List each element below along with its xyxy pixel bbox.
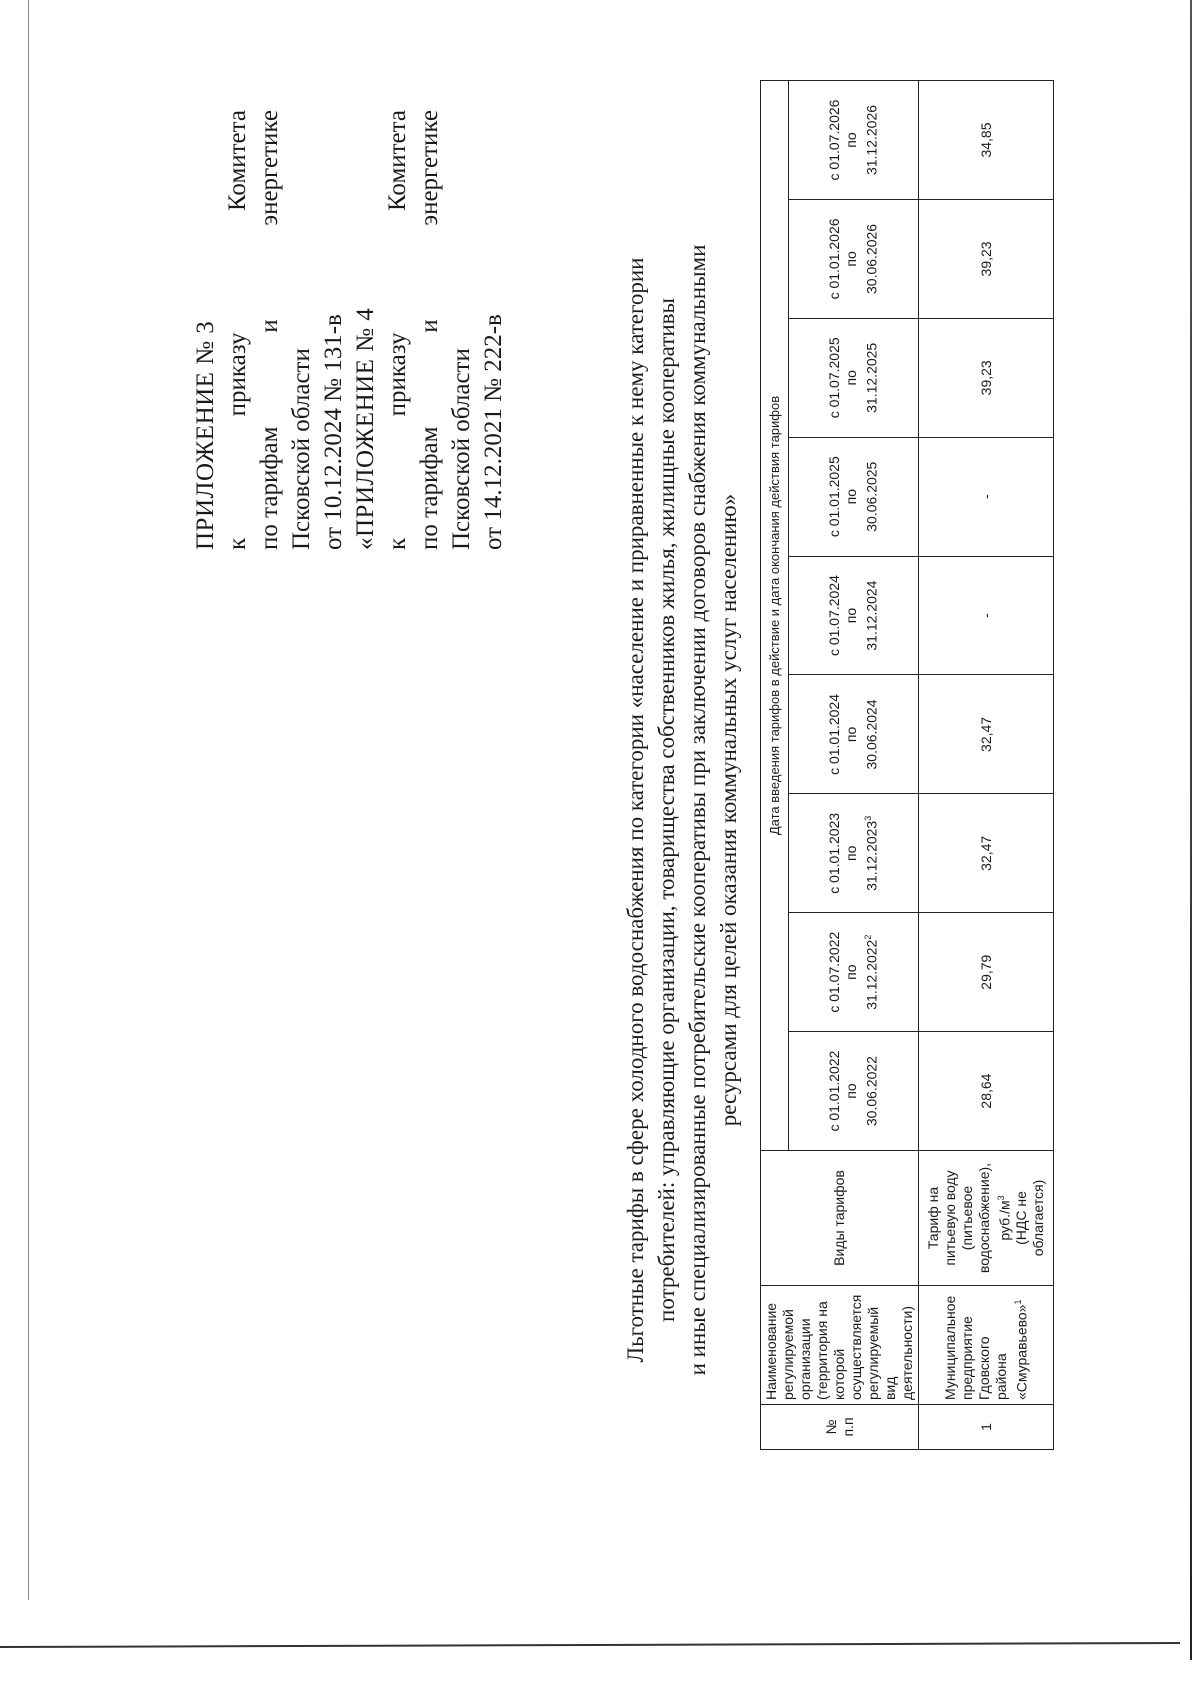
period-from: с 01.07.2022 bbox=[826, 931, 843, 1013]
period-from: с 01.01.2022 bbox=[826, 1050, 843, 1132]
period-from: с 01.01.2026 bbox=[826, 218, 843, 300]
period-to-word: по bbox=[843, 1083, 860, 1099]
appendix-4-line2-right: энергетике bbox=[416, 110, 443, 226]
period-to bbox=[860, 917, 881, 1027]
period-to-word: по bbox=[843, 132, 860, 148]
appendix-3-line2-left: по тарифам bbox=[256, 426, 283, 550]
appendix-3-line2-right: энергетике bbox=[256, 110, 283, 226]
tariff-value-0: 28,64 bbox=[919, 1032, 1054, 1151]
header-kind: Виды тарифов bbox=[761, 1151, 919, 1286]
row-kind bbox=[919, 1151, 1054, 1286]
header-period-group: Дата введения тарифов в действие и дата окончания действия тарифов bbox=[761, 81, 789, 1151]
period-to bbox=[860, 442, 881, 552]
row-kind-line2: руб./м bbox=[996, 1200, 1013, 1241]
heading-line-1: Льготные тарифы в сфере холодного водоснабжения по категории «население и приравненные к нему категории bbox=[623, 257, 648, 1363]
period-to-word: по bbox=[843, 726, 860, 743]
heading-line-3: и иные специализированные потребительские кооперативы при заключении договоров снабжения коммунальными bbox=[685, 244, 710, 1376]
scan-edge-left bbox=[28, 0, 29, 1600]
tariff-value-8: 34,85 bbox=[919, 81, 1054, 200]
heading-line-4: ресурсами для целей оказания коммунальных услуг населению» bbox=[716, 493, 741, 1127]
period-from: с 01.01.2025 bbox=[826, 456, 843, 538]
period-to-date: 30.06.2024 bbox=[863, 699, 880, 770]
period-header-7 bbox=[789, 200, 919, 319]
period-to-date: 31.12.2024 bbox=[863, 580, 880, 651]
period-from: с 01.01.2023 bbox=[826, 812, 843, 894]
period-header-4 bbox=[789, 556, 919, 675]
period-note: 2 bbox=[863, 934, 874, 940]
period-to-word: по bbox=[843, 964, 860, 980]
appendix-4-line3: Псковской области bbox=[448, 348, 475, 550]
document-heading bbox=[620, 120, 744, 1500]
period-to bbox=[860, 561, 881, 671]
tariff-value-5: - bbox=[919, 437, 1054, 556]
tariff-value-7: 39,23 bbox=[919, 200, 1054, 319]
period-to bbox=[860, 85, 881, 195]
period-header-6 bbox=[789, 318, 919, 437]
period-to-date: 31.12.2025 bbox=[863, 342, 880, 413]
appendix-3-block bbox=[190, 110, 350, 550]
appendix-3-line2 bbox=[254, 110, 286, 550]
period-header-1 bbox=[789, 913, 919, 1032]
period-header-5 bbox=[789, 437, 919, 556]
row-kind-line3: (НДС не облагается) bbox=[1013, 1179, 1047, 1257]
tariff-value-4: - bbox=[919, 556, 1054, 675]
period-header-2 bbox=[789, 794, 919, 913]
period-to-word: по bbox=[843, 845, 860, 861]
period-to-date: 31.12.2026 bbox=[863, 104, 880, 176]
row-org bbox=[919, 1286, 1054, 1405]
period-to bbox=[860, 680, 881, 790]
appendix-3-line1-left: к bbox=[224, 537, 251, 550]
period-from: с 01.07.2024 bbox=[826, 575, 843, 657]
tariff-table bbox=[760, 80, 1054, 1450]
header-org: Наименование регулируемой организации (территория на которой осуществляется регулируемый вид деятельности) bbox=[761, 1286, 919, 1405]
appendix-3-line3: Псковской области bbox=[288, 348, 315, 550]
row-kind-line1: Тариф на питьевую воду (питьевое водоснабжение), bbox=[924, 1162, 992, 1274]
appendix-3-line2-mid: и bbox=[256, 319, 283, 333]
tariff-value-1: 29,79 bbox=[919, 913, 1054, 1032]
appendix-3-line1 bbox=[222, 110, 254, 550]
period-to-word: по bbox=[843, 370, 860, 386]
period-to-date: 31.12.2023 bbox=[863, 820, 880, 891]
appendix-4-block bbox=[350, 110, 510, 550]
appendix-3-line1-right: Комитета bbox=[224, 110, 251, 212]
period-to bbox=[860, 204, 881, 314]
period-to-date: 31.12.2022 bbox=[863, 939, 880, 1010]
scan-edge-right bbox=[1190, 0, 1192, 1660]
heading-line-2: потребителей: управляющие организации, товарищества собственников жилья, жилищные кооперативы bbox=[654, 298, 679, 1322]
appendix-4-line1-left: к bbox=[384, 537, 411, 550]
period-from: с 01.01.2024 bbox=[826, 693, 843, 775]
period-to-date: 30.06.2026 bbox=[863, 223, 880, 294]
appendix-4-line1 bbox=[382, 110, 414, 550]
appendix-4-line2-mid: и bbox=[416, 319, 443, 333]
row-kind-unit-sup: 3 bbox=[995, 1195, 1006, 1201]
appendix-3-line1-mid: приказу bbox=[224, 332, 251, 417]
period-to bbox=[860, 798, 881, 908]
tariff-value-2: 32,47 bbox=[919, 794, 1054, 913]
table-header-row-1 bbox=[761, 81, 789, 1450]
rotated-page bbox=[40, 50, 1130, 1560]
period-note: 3 bbox=[863, 815, 874, 821]
scan-edge-bottom bbox=[0, 1642, 1180, 1648]
appendix-4-line1-mid: приказу bbox=[384, 332, 411, 417]
table-row bbox=[919, 81, 1054, 1450]
row-org-text: Муниципальное предприятие Гдовского района «Смуравьево» bbox=[941, 1295, 1030, 1400]
appendix-4-title: «ПРИЛОЖЕНИЕ № 4 bbox=[352, 307, 379, 550]
tariff-value-3: 32,47 bbox=[919, 675, 1054, 794]
period-from: с 01.07.2026 bbox=[826, 99, 843, 181]
period-header-3 bbox=[789, 675, 919, 794]
period-to-word: по bbox=[843, 607, 860, 624]
period-header-8 bbox=[789, 81, 919, 200]
appendix-3-title: ПРИЛОЖЕНИЕ № 3 bbox=[192, 320, 219, 550]
appendix-4-line4: от 14.12.2021 № 222-в bbox=[480, 314, 507, 550]
period-to bbox=[860, 1036, 881, 1146]
appendix-4-line2-left: по тарифам bbox=[416, 426, 443, 550]
period-to-date: 30.06.2022 bbox=[863, 1056, 880, 1127]
period-to bbox=[860, 323, 881, 433]
appendix-3-line4: от 10.12.2024 № 131-в bbox=[320, 314, 347, 550]
appendix-4-line2 bbox=[414, 110, 446, 550]
appendix-4-line1-right: Комитета bbox=[384, 110, 411, 212]
row-org-note: 1 bbox=[1012, 1299, 1023, 1305]
period-to-word: по bbox=[843, 489, 860, 505]
period-to-word: по bbox=[843, 251, 860, 267]
header-num: № п.п bbox=[761, 1405, 919, 1450]
tariff-value-6: 39,23 bbox=[919, 318, 1054, 437]
period-from: с 01.07.2025 bbox=[826, 337, 843, 419]
row-num: 1 bbox=[919, 1405, 1054, 1450]
period-header-0 bbox=[789, 1032, 919, 1151]
period-to-date: 30.06.2025 bbox=[863, 461, 880, 532]
